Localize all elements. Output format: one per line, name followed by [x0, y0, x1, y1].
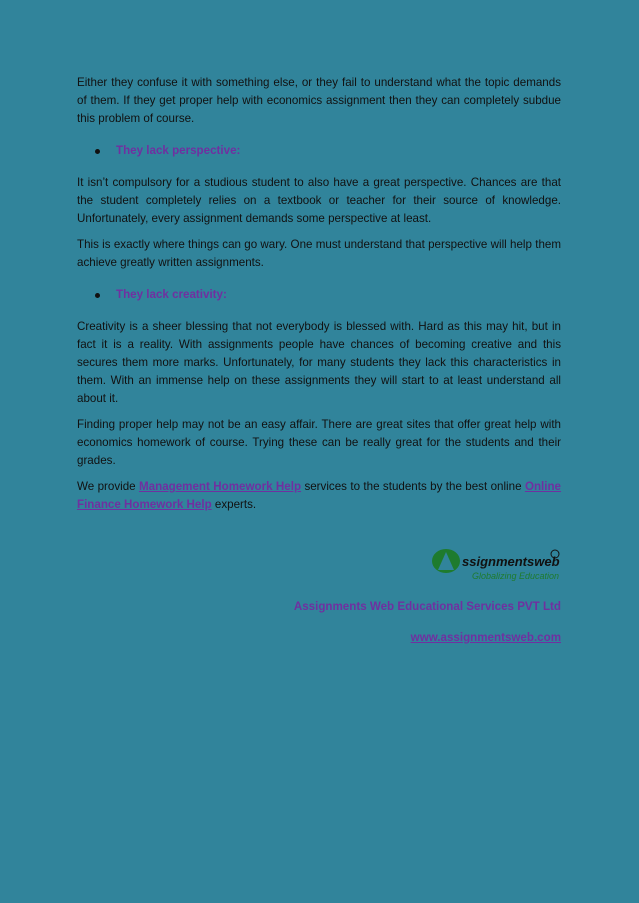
text-run: experts.: [211, 498, 257, 511]
bullet-heading: They lack perspective:: [116, 144, 241, 157]
logo-tagline: Globalizing Education: [472, 571, 560, 581]
bullet-heading: They lack creativity:: [116, 288, 227, 301]
bullet-item: [95, 286, 561, 304]
paragraph: Creativity is a sheer blessing that not everybody is blessed with. Hard as this may hit, but in fact it is a reality. With assignments people have chances of becoming creative and this secures them more marks. Unfortunately, for many students they lack this characteristics in them. With an immense help on these assignments they will start to at least understand all about it.: [77, 320, 561, 405]
bullet-icon: [95, 149, 100, 154]
paragraph: Finding proper help may not be an easy affair. There are great sites that offer great help with economics homework of course. Trying these can be really great for the students and their grades.: [77, 418, 561, 467]
assignmentsweb-logo: [428, 544, 561, 584]
logo-graphic: [428, 544, 561, 584]
finance-homework-link[interactable]: Online Finance Homework Help: [77, 480, 562, 511]
bullet-item: [95, 142, 561, 160]
paragraph: Either they confuse it with something else, or they fail to understand what the topic demands of them. If they get proper help with economics assignment then they can completely subdue this problem of course.: [77, 76, 561, 125]
website-link[interactable]: www.assignmentsweb.com: [410, 631, 561, 644]
document-body: [77, 74, 561, 522]
management-homework-link[interactable]: Management Homework Help: [139, 480, 302, 493]
company-name: Assignments Web Educational Services PVT Ltd: [293, 600, 561, 613]
text-run: services to the students by the best online: [301, 480, 525, 493]
logo-brand-text: ssignmentsweb: [462, 554, 560, 569]
paragraph: This is exactly where things can go wary. One must understand that perspective will help them achieve greatly written assignments.: [77, 238, 561, 269]
paragraph: It isn’t compulsory for a studious student to also have a great perspective. Chances are that the student completely relies on a textbook or teacher for their source of knowledge. Unfortunately, every assignment demands some perspective at least.: [77, 176, 561, 225]
text-run: We provide: [77, 480, 139, 493]
bullet-icon: [95, 293, 100, 298]
paragraph: [77, 478, 561, 514]
